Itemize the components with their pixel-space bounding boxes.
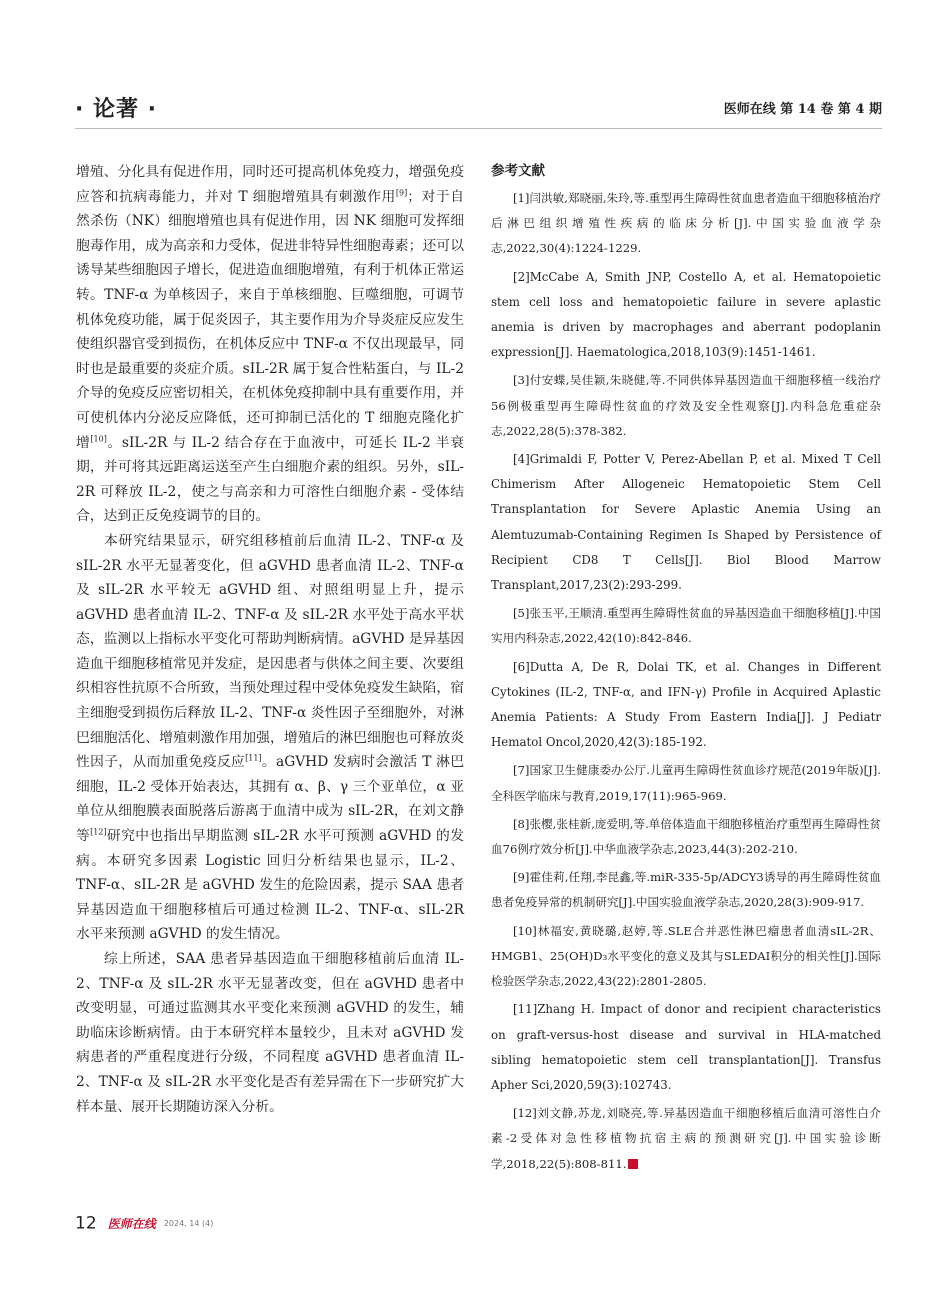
- reference-item: [1]闫洪敏,郑晓丽,朱玲,等.重型再生障碍性贫血患者造血干细胞移植治疗后淋巴组织增殖性疾病的临床分析[J].中国实验血液学杂志,2022,30(4):1224-1229.: [491, 191, 881, 256]
- citation-marker: [10]: [90, 433, 107, 443]
- reference-text: [12]刘文静,苏龙,刘晓亮,等.异基因造血干细胞移植后血清可溶性白介素-2受体对急性移植物抗宿主病的预测研究[J].中国实验诊断学,2018,22(5):808-811.: [491, 1106, 881, 1171]
- body-paragraph-1: [76, 160, 464, 529]
- reference-item: [9]霍佳莉,任翔,李昆鑫,等.miR-335-5p/ADCY3诱导的再生障碍性贫血患者免疫异常的机制研究[J].中国实验血液学杂志,2020,28(3):909-917.: [491, 870, 881, 910]
- body-text: 增殖、分化具有促进作用，同时还可提高机体免疫力，增强免疫应答和抗病毒能力，并对 T 细胞增殖具有刺激作用: [76, 164, 464, 205]
- reference-item: [3]付安蝶,吴佳颖,朱晓健,等.不同供体异基因造血干细胞移植一线治疗56例极重型再生障碍性贫血的疗效及安全性观察[J].内科急危重症杂志,2022,28(5):378-382.: [491, 373, 881, 438]
- reference-item: [2]McCabe A, Smith JNP, Costello A, et al. Hematopoietic stem cell loss and hematopoietic failure in severe aplastic anemia is driven by macrophages and aberrant podoplanin expression[J]. Haematologica,2018,103(9):1451-1461.: [491, 269, 881, 360]
- reference-item: [8]张樱,张桂新,庞爱明,等.单倍体造血干细胞移植治疗重型再生障碍性贫血76例疗效分析[J].中华血液学杂志,2023,44(3):202-210.: [491, 816, 881, 857]
- reference-item: [4]Grimaldi F, Potter V, Perez-Abellan P, et al. Mixed T Cell Chimerism After Allogeneic Hematopoietic Stem Cell Transplantation for Severe Aplastic Anemia Using an Alemtuzumab-Containing Regimen Is Shaped by Persistence of Recipient CD8 T Cells[J]. Biol Blood Marrow Transplant,2017,23(2):293-299.: [491, 452, 881, 593]
- reference-item: [5]张玉平,王顺清.重型再生障碍性贫血的异基因造血干细胞移植[J].中国实用内科杂志,2022,42(10):842-846.: [491, 606, 881, 646]
- page-footer: [75, 1213, 213, 1237]
- body-paragraph-2: [76, 529, 464, 947]
- footer-issue: 2024, 14 (4): [163, 1219, 214, 1228]
- section-label: · 论著 ·: [75, 97, 158, 122]
- end-of-article-mark: [628, 1159, 638, 1169]
- citation-marker: [9]: [395, 188, 408, 197]
- page-header: [75, 92, 882, 126]
- reference-item: [6]Dutta A, De R, Dolai TK, et al. Changes in Different Cytokines (IL-2, TNF-α, and IFN-γ) Profile in Acquired Aplastic Anemia Patients: A Study From Eastern India[J]. J Pediatr Hematol Oncol,2020,42(3):185-192.: [491, 659, 881, 750]
- citation-marker: [11]: [245, 753, 262, 763]
- body-text: 。sIL-2R 与 IL-2 结合存在于血液中，可延长 IL-2 半衰期，并可将其远距离运送至产生白细胞介素的组织。另外，sIL-2R 可释放 IL-2，使之与高亲和力可溶性白细胞介素 - 受体结合，达到正反免疫调节的目的。: [76, 434, 465, 525]
- body-text: 研究中也指出早期监测 sIL-2R 水平可预测 aGVHD 的发病。本研究多因素 Logistic 回归分析结果也显示，IL-2、TNF-α、sIL-2R 是 aGVHD 发生的危险因素，提示 SAA 患者异基因造血干细胞移植后可通过检测 IL-2、TNF-α、sIL-2R 水平来预测 aGVHD 的发生情况。: [76, 828, 464, 943]
- body-text-column: [76, 160, 464, 1119]
- journal-logo: 医师在线: [107, 1217, 156, 1231]
- body-text: 本研究结果显示，研究组移植前后血清 IL-2、TNF-α 及 sIL-2R 水平无显著变化，但 aGVHD 患者血清 IL-2、TNF-α 及 sIL-2R 水平较无 aGVHD 组、对照组明显上升，提示 aGVHD 患者血清 IL-2、TNF-α 及 sIL-2R 水平处于高水平状态，监测以上指标水平变化可帮助判断病情。aGVHD 是异基因造血干细胞移植常见并发症，是因患者与供体之间主要、次要组织相容性抗原不合所致，当预处理过程中受体免疫发生缺陷，宿主细胞受到损伤后释放 IL-2、TNF-α 炎性因子至细胞外，对淋巴细胞活化、增殖刺激作用加强，增殖后的淋巴细胞也可释放炎性因子，从而加重免疫反应: [76, 532, 464, 771]
- reference-item-last: [491, 1101, 881, 1177]
- page-number: 12: [75, 1213, 97, 1234]
- references-column: [491, 160, 881, 1180]
- header-divider: [75, 128, 882, 129]
- reference-item: [11]Zhang H. Impact of donor and recipient characteristics on graft-versus-host disease and survival in HLA-matched sibling hematopoietic stem cell transplantation[J]. Transfus Apher Sci,2020,59(3):102743.: [491, 1002, 881, 1092]
- body-paragraph-3: [76, 947, 464, 1119]
- body-text: ；对于自然杀伤（NK）细胞增殖也具有促进作用，因 NK 细胞可发挥细胞毒作用，成为高亲和力受体，促进非特异性细胞毒素；还可以诱导某些细胞因子增长，促进造血细胞增殖，有利于机体正常运转。TNF-α 为单核因子，来自于单核细胞、巨噬细胞，可调节机体免疫功能，属于促炎因子，其主要作用为介导炎症反应发生使组织器官受到损伤，在机体反应中 TNF-α 不仅出现最早，同时也是最重要的炎症介质。sIL-2R 属于复合性粘蛋白，与 IL-2 介导的免疫反应密切相关，在机体免疫抑制中具有重要作用，并可使机体内分泌反应降低，还可抑制已活化的 T 细胞克隆化扩增: [76, 188, 464, 451]
- body-text: 综上所述，SAA 患者异基因造血干细胞移植前后血清 IL-2、TNF-α 及 sIL-2R 水平无显著改变，但在 aGVHD 患者中改变明显，可通过监测其水平变化来预测 aGVHD 的发生，辅助临床诊断病情。由于本研究样本量较少，且未对 aGVHD 发病患者的严重程度进行分级，不同程度 aGVHD 患者血清 IL-2、TNF-α 及 sIL-2R 水平变化是否有差异需在下一步研究扩大样本量、展开长期随访深入分析。: [76, 951, 464, 1115]
- references-title: 参考文献: [491, 163, 545, 179]
- body-text: 。aGVHD 发病时会激活 T 淋巴细胞，IL-2 受体开始表达，其拥有 α、β、γ 三个亚单位，α 亚单位从细胞膜表面脱落后游离于血清中成为 sIL-2R，在刘文静等: [76, 754, 464, 845]
- reference-item: [10]林福安,黄晓璐,赵婷,等.SLE合并恶性淋巴瘤患者血清sIL-2R、HMGB1、25(OH)D₃水平变化的意义及其与SLEDAI积分的相关性[J].国际检验医学杂志,2022,43(22):2801-2805.: [491, 923, 881, 989]
- journal-info: 医师在线 第 14 卷 第 4 期: [723, 102, 882, 117]
- reference-item: [7]国家卫生健康委办公厅.儿童再生障碍性贫血诊疗规范(2019年版)[J].全科医学临床与教育,2019,17(11):965-969.: [491, 763, 881, 803]
- citation-marker: [12]: [90, 827, 107, 837]
